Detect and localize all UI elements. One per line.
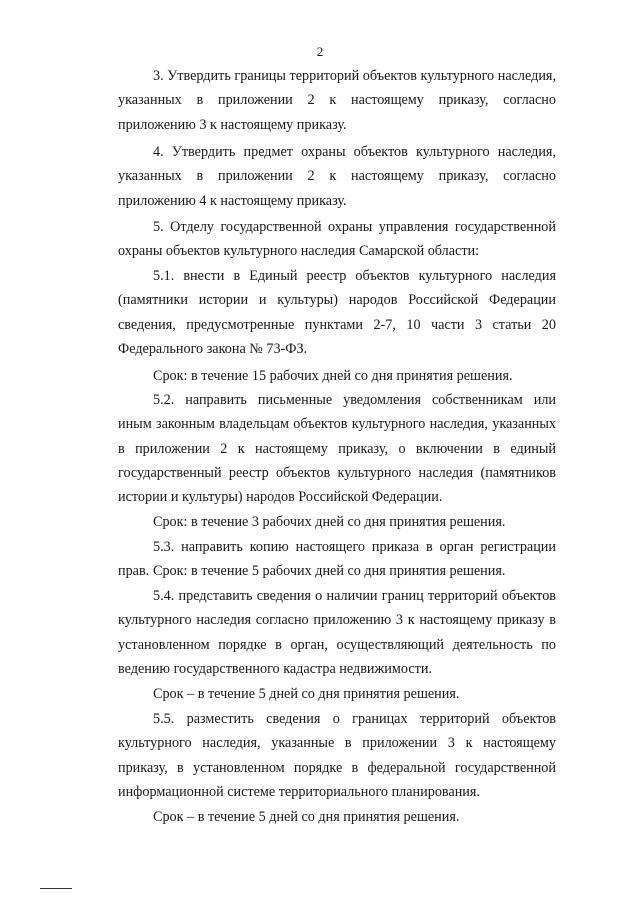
paragraph-item-5: 5. Отделу государственной охраны управления государственной охраны объектов культурного наследия Самарской области: <box>118 219 556 260</box>
page-number: 2 <box>316 44 324 59</box>
paragraph-item-5-4: 5.4. представить сведения о наличии границ территорий объектов культурного наследия согласно приложению 3 к настоящему приказу в установленном порядке в орган, осуществляющий деятельность по ведению государственного кадастра недвижимости. <box>118 588 556 677</box>
paragraph-deadline-5-4: Срок – в течение 5 дней со дня принятия решения. <box>153 686 460 702</box>
paragraph-deadline-5-5: Срок – в течение 5 дней со дня принятия решения. <box>153 809 460 825</box>
paragraph-item-3: 3. Утвердить границы территорий объектов культурного наследия, указанных в приложении 2 к настоящему приказу, согласно приложению 3 к настоящему приказу. <box>118 68 556 133</box>
paragraph-item-5-5: 5.5. разместить сведения о границах территорий объектов культурного наследия, указанные в приложении 3 к настоящему приказу, в установленном порядке в федеральной государственной информационной системе территориального планирования. <box>118 711 556 800</box>
footnote-rule <box>40 888 72 889</box>
paragraph-item-5-3: 5.3. направить копию настоящего приказа в орган регистрации прав. <box>118 539 556 580</box>
paragraph-deadline-5-1: Срок: в течение 15 рабочих дней со дня принятия решения. <box>153 368 513 384</box>
paragraph-deadline-5-2: Срок: в течение 3 рабочих дней со дня принятия решения. <box>153 514 506 530</box>
paragraph-item-5-1: 5.1. внести в Единый реестр объектов культурного наследия (памятники истории и культуры) народов Российской Федерации сведения, предусмотренные пунктами 2-7, 10 части 3 статьи 20 Федерального закона № 73-ФЗ. <box>118 268 556 357</box>
paragraph-item-4: 4. Утвердить предмет охраны объектов культурного наследия, указанных в приложении 2 к настоящему приказу, согласно приложению 4 к настоящему приказу. <box>118 144 556 209</box>
paragraph-item-5-2: 5.2. направить письменные уведомления собственникам или иным законным владельцам объектов культурного наследия, указанных в приложении 2 к настоящему приказу, о включении в единый государственный реестр объектов культурного наследия (памятников истории и культуры) народов Российской Федерации. <box>118 392 556 506</box>
paragraph-deadline-5-3: Срок: в течение 5 рабочих дней со дня принятия решения. <box>153 563 506 579</box>
